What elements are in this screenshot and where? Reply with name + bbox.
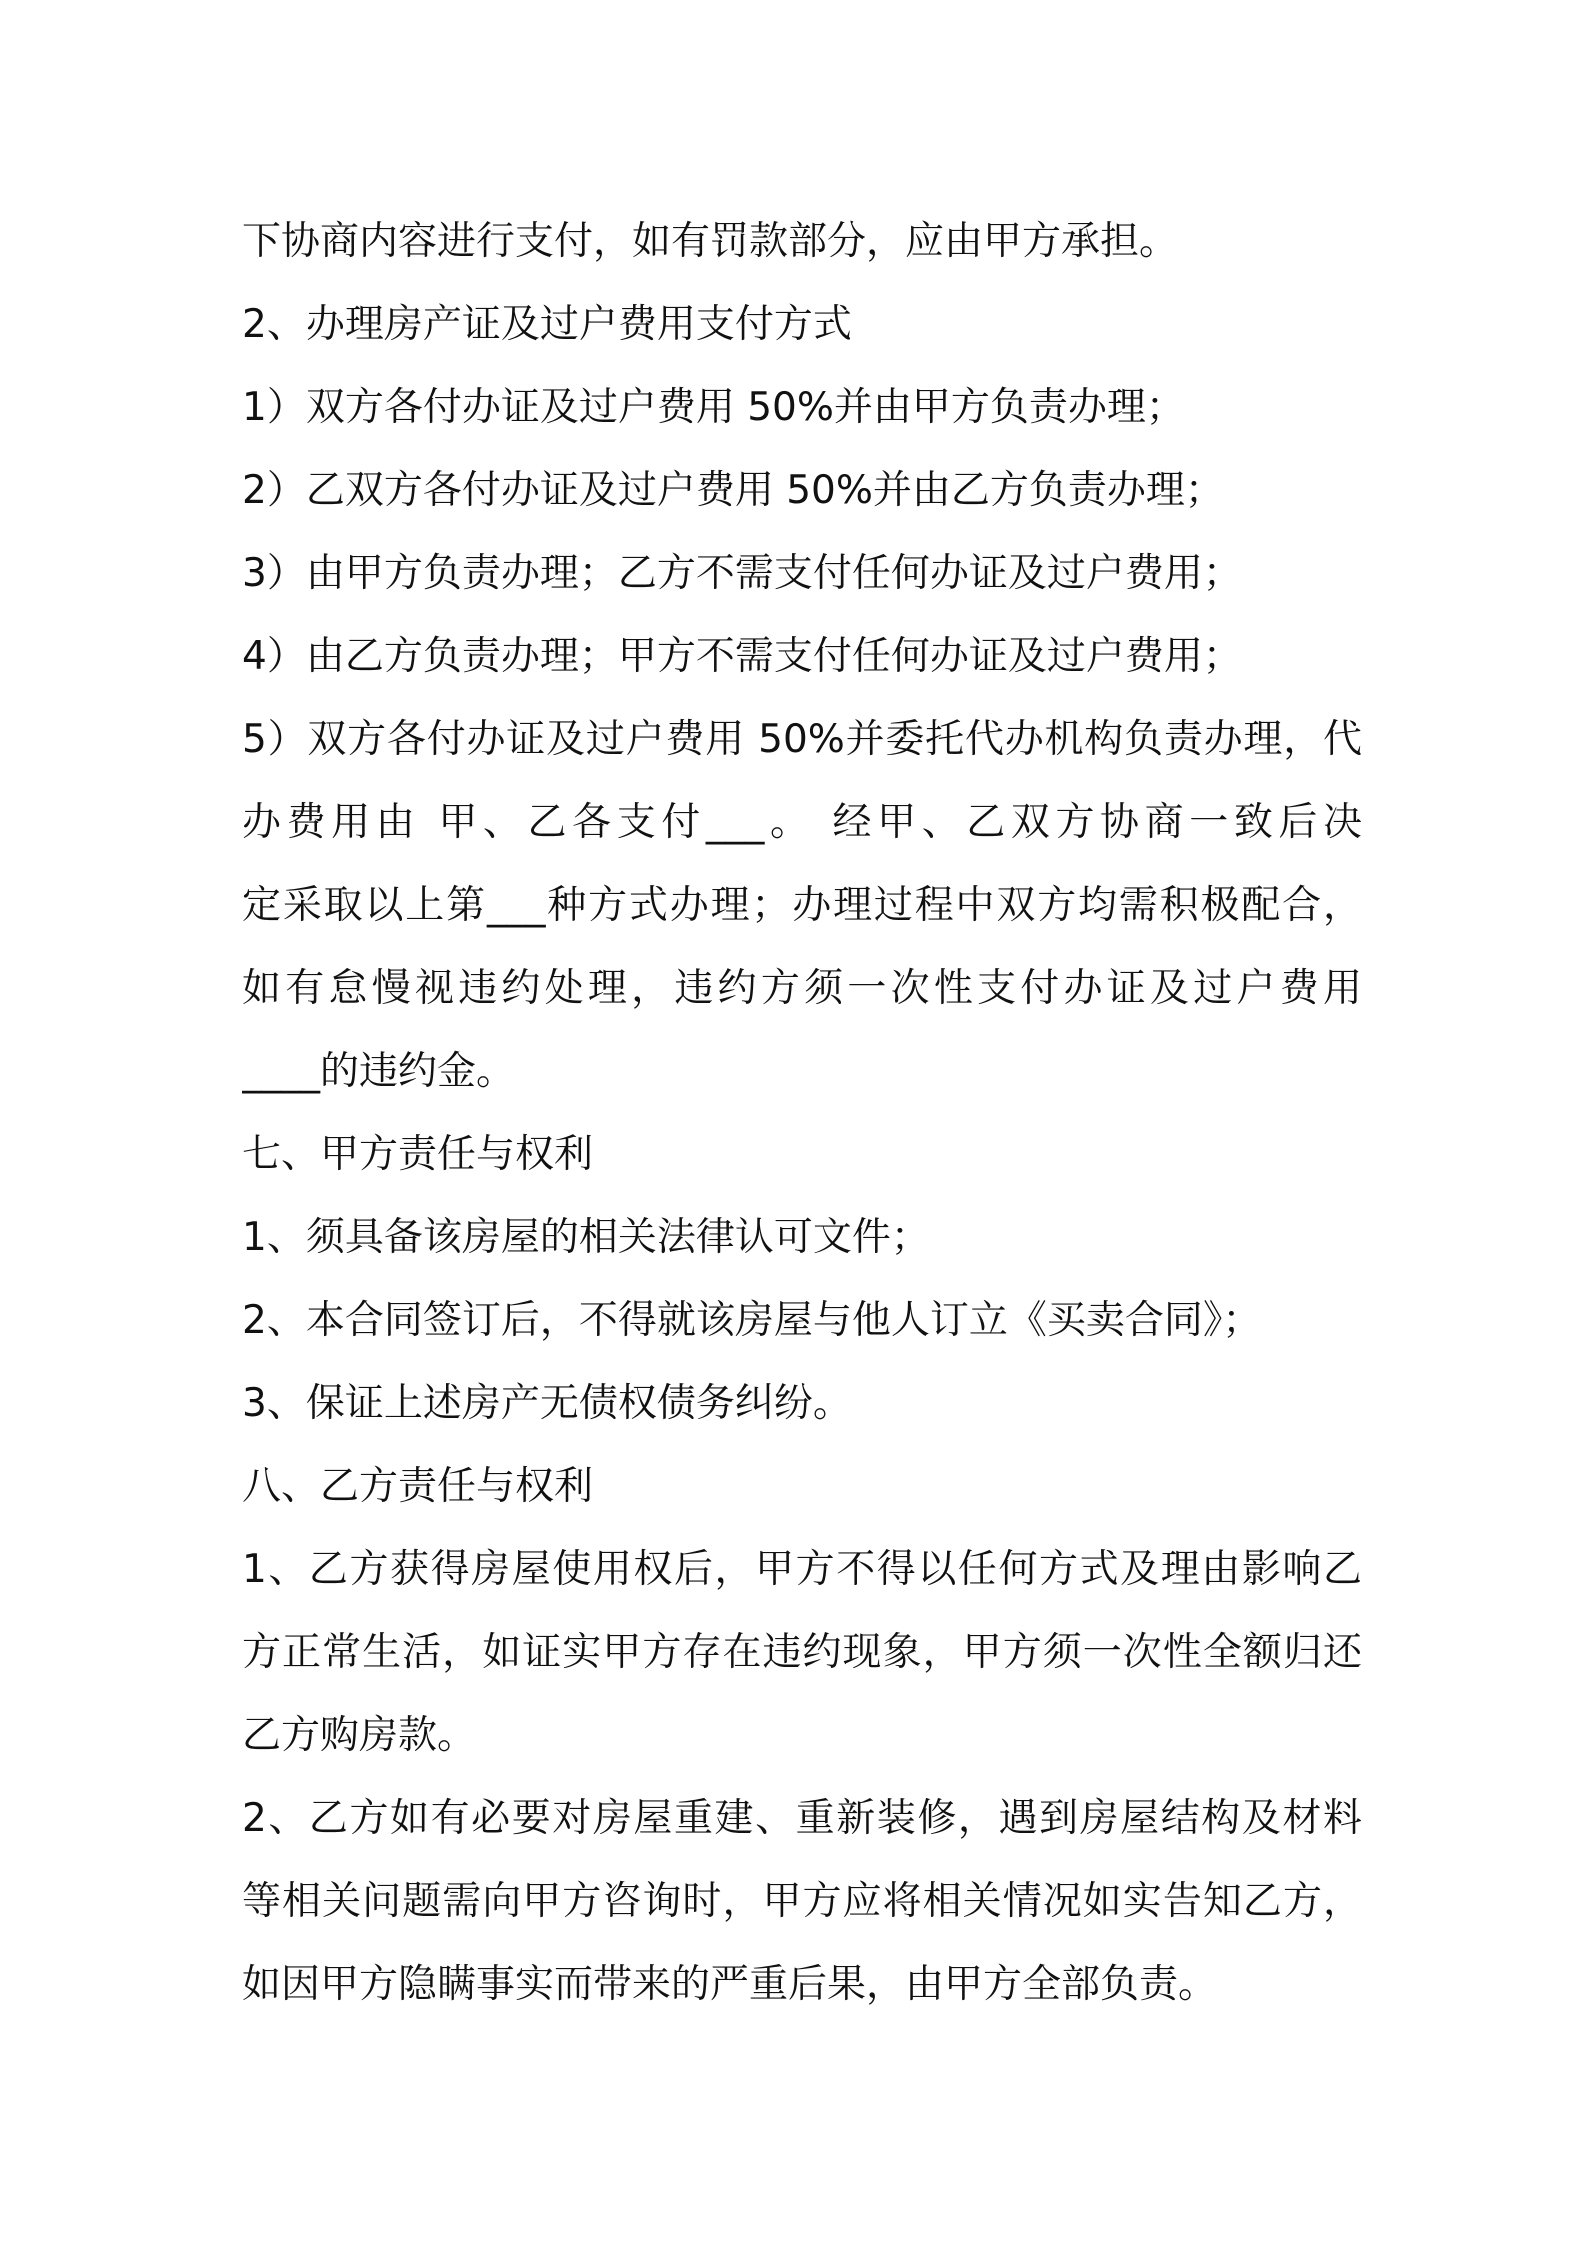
option-item-5-line-1: 5）双方各付办证及过户费用 50%并委托代办机构负责办理，代 (242, 717, 1362, 762)
option-item-5-line-2: 办费用由 甲、乙各支付___。 经甲、乙双方协商一致后决 (242, 800, 1362, 845)
option-item-5-line-5: ____的违约金。 (242, 1049, 516, 1094)
body-line-continuation: 下协商内容进行支付，如有罚款部分，应由甲方承担。 (242, 219, 1179, 264)
option-item-2: 2）乙双方各付办证及过户费用 50%并由乙方负责办理； (242, 468, 1224, 513)
party-a-item-3: 3、保证上述房产无债权债务纠纷。 (242, 1381, 852, 1426)
party-b-item-1-line-2: 方正常生活，如证实甲方存在违约现象，甲方须一次性全额归还 (242, 1630, 1362, 1675)
party-b-item-2-line-2: 等相关问题需向甲方咨询时，甲方应将相关情况如实告知乙方， (242, 1879, 1362, 1924)
option-item-3: 3）由甲方负责办理；乙方不需支付任何办证及过户费用； (242, 551, 1242, 596)
party-b-item-2-line-1: 2、乙方如有必要对房屋重建、重新装修，遇到房屋结构及材料 (242, 1796, 1362, 1841)
party-a-item-2: 2、本合同签订后，不得就该房屋与他人订立《买卖合同》； (242, 1298, 1262, 1343)
section-heading-party-a: 七、甲方责任与权利 (242, 1132, 594, 1177)
clause-heading-payment-method: 2、办理房产证及过户费用支付方式 (242, 302, 852, 347)
party-a-item-1: 1、须具备该房屋的相关法律认可文件； (242, 1215, 930, 1260)
party-b-item-1-line-1: 1、乙方获得房屋使用权后，甲方不得以任何方式及理由影响乙 (242, 1547, 1362, 1592)
party-b-item-2-line-3: 如因甲方隐瞒事实而带来的严重后果，由甲方全部负责。 (242, 1962, 1218, 2007)
option-item-4: 4）由乙方负责办理；甲方不需支付任何办证及过户费用； (242, 634, 1242, 679)
party-b-item-1-line-3: 乙方购房款。 (242, 1713, 477, 1758)
option-item-5-line-3: 定采取以上第___种方式办理；办理过程中双方均需积极配合， (242, 883, 1362, 928)
option-item-5-line-4: 如有怠慢视违约处理，违约方须一次性支付办证及过户费用 (242, 966, 1362, 1011)
option-item-1: 1）双方各付办证及过户费用 50%并由甲方负责办理； (242, 385, 1185, 430)
section-heading-party-b: 八、乙方责任与权利 (242, 1464, 594, 1509)
document-body (242, 200, 1362, 2026)
